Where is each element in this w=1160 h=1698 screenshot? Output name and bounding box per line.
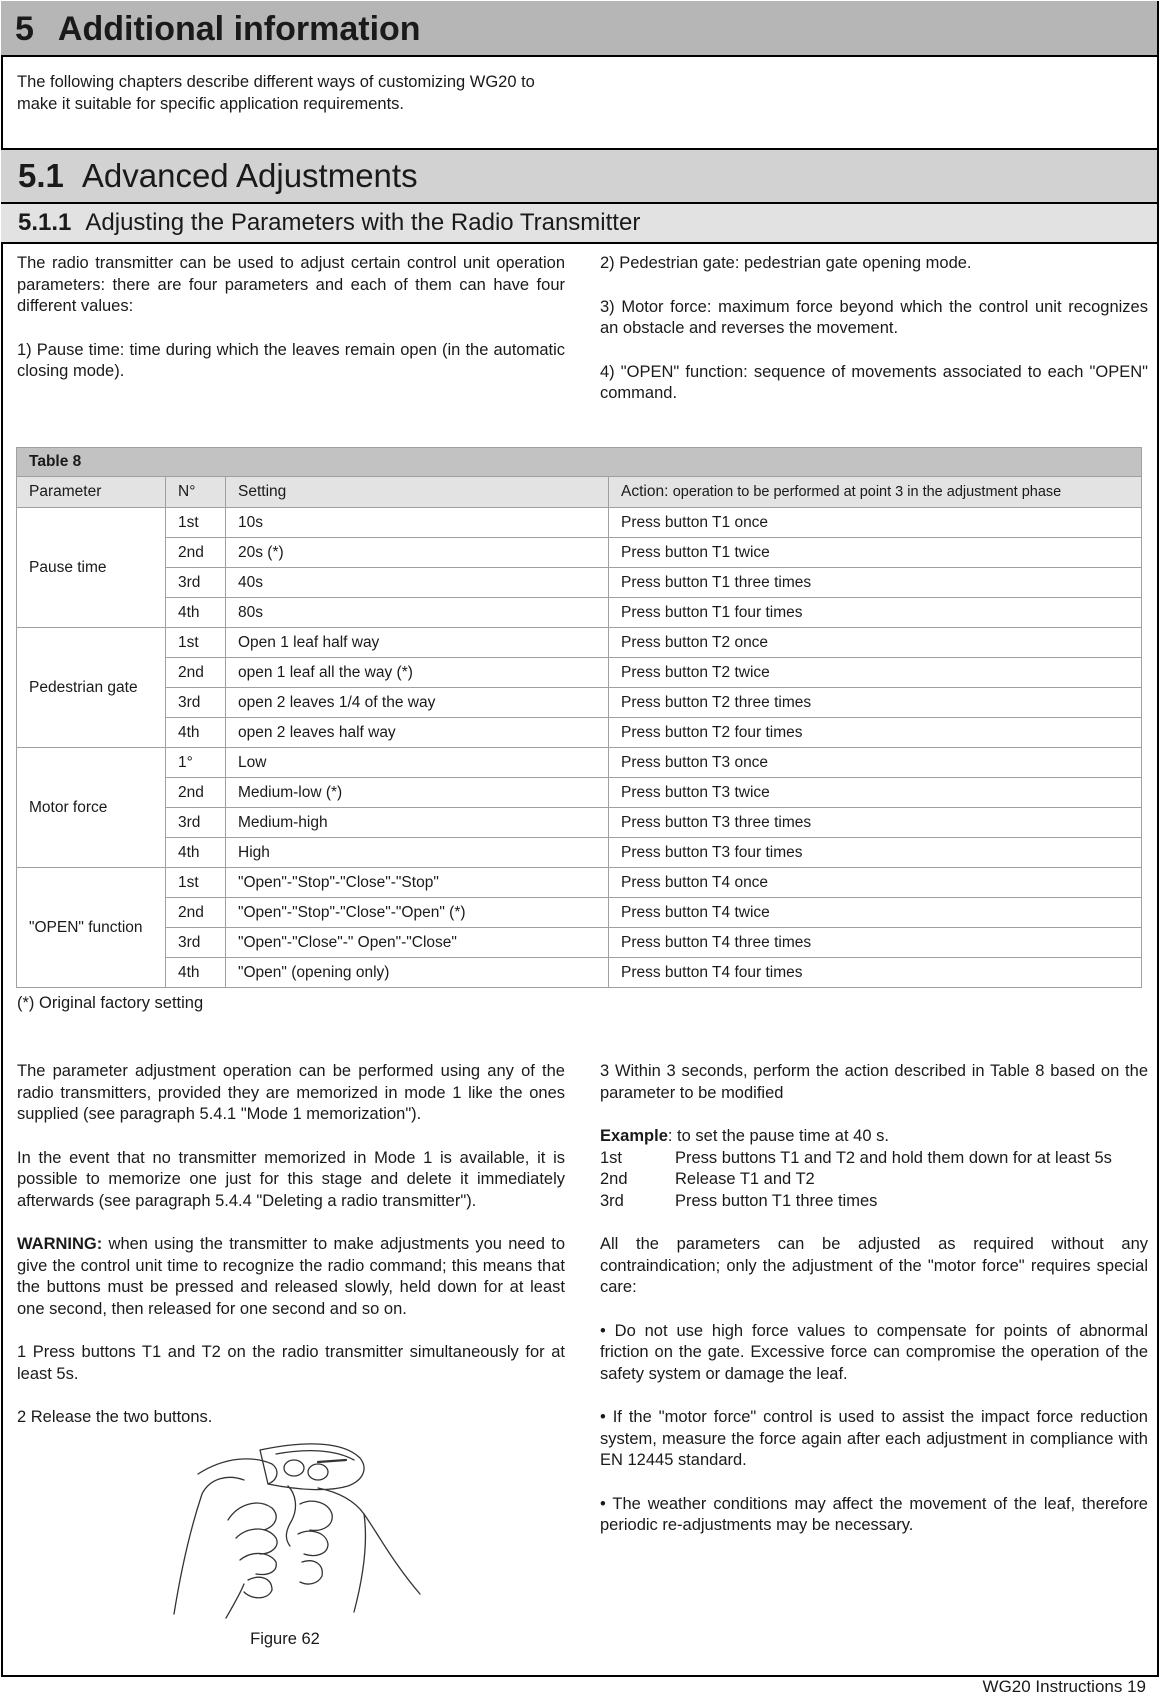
table-row — [17, 628, 1142, 658]
action-cell: Press button T1 three times — [609, 568, 1142, 598]
example-label: Example — [600, 1127, 668, 1145]
action-cell: Press button T4 four times — [609, 958, 1142, 988]
table-row — [17, 838, 1142, 868]
action-cell: Press button T2 twice — [609, 658, 1142, 688]
example-step-text: Press buttons T1 and T2 and hold them down for at least 5s — [675, 1148, 1112, 1167]
number-cell: 3rd — [166, 808, 226, 838]
setting-cell: 20s (*) — [226, 538, 609, 568]
subsubsection-heading — [1, 204, 1157, 244]
step: 3 Within 3 seconds, perform the action described in Table 8 based on the parameter to be modified — [600, 1062, 1148, 1102]
action-cell: Press button T2 once — [609, 628, 1142, 658]
number-cell: 4th — [166, 718, 226, 748]
example-step-number: 3rd — [600, 1191, 624, 1210]
section-title: Additional information — [57, 10, 421, 48]
step: 1 Press buttons T1 and T2 on the radio transmitter simultaneously for at least 5s. — [17, 1343, 565, 1383]
subsection-title: Advanced Adjustments — [81, 157, 418, 194]
paragraph: 2) Pedestrian gate: pedestrian gate opening mode. — [600, 254, 972, 272]
parameter-cell: "OPEN" function — [17, 868, 166, 988]
setting-cell: open 2 leaves half way — [226, 718, 609, 748]
setting-cell: 10s — [226, 508, 609, 538]
table-row — [17, 568, 1142, 598]
section-intro: The following chapters describe different ways of customizing WG20 to make it suitable for specific application requirements. — [17, 73, 535, 113]
number-cell: 4th — [166, 838, 226, 868]
table-row — [17, 658, 1142, 688]
number-cell: 3rd — [166, 688, 226, 718]
bullet-item: • The weather conditions may affect the movement of the leaf, therefore periodic re-adjustments may be necessary. — [600, 1494, 1148, 1534]
number-cell: 1° — [166, 748, 226, 778]
number-cell: 2nd — [166, 538, 226, 568]
number-cell: 4th — [166, 958, 226, 988]
action-header-label: Action: — [621, 483, 669, 500]
subsection-heading — [1, 148, 1157, 204]
number-cell: 1st — [166, 868, 226, 898]
setting-cell: "Open"-"Close"-" Open"-"Close" — [226, 928, 609, 958]
page-footer: WG20 Instructions 19 — [982, 1677, 1146, 1696]
paragraph: 4) "OPEN" function: sequence of movements associated to each "OPEN" command. — [600, 362, 1148, 402]
action-header-note: operation to be performed at point 3 in the adjustment phase — [672, 484, 1062, 500]
parameter-cell: Motor force — [17, 748, 166, 868]
setting-cell: open 2 leaves 1/4 of the way — [226, 688, 609, 718]
column-header — [609, 477, 1142, 508]
table-row — [17, 598, 1142, 628]
example-step — [600, 1148, 1148, 1170]
action-cell: Press button T3 four times — [609, 838, 1142, 868]
paragraph: All the parameters can be adjusted as required without any contraindication; only the adjustment of the "motor force" requires special care: — [600, 1235, 1148, 1296]
number-cell: 1st — [166, 628, 226, 658]
paragraph: In the event that no transmitter memorized in Mode 1 is available, it is possible to memorize one just for this stage and delete it immediately afterwards (see paragraph 5.4.4 "Deleting a radio transmitter"). — [17, 1148, 565, 1210]
setting-cell: "Open" (opening only) — [226, 958, 609, 988]
example-step — [600, 1191, 1148, 1213]
setting-cell: High — [226, 838, 609, 868]
table-note: (*) Original factory setting — [17, 994, 204, 1012]
action-cell: Press button T1 four times — [609, 598, 1142, 628]
action-cell: Press button T2 four times — [609, 718, 1142, 748]
column-header: Parameter — [17, 477, 166, 508]
table-row — [17, 688, 1142, 718]
example-step-number: 2nd — [600, 1170, 628, 1188]
bottom-right-column — [600, 1061, 1148, 1559]
number-cell: 1st — [166, 508, 226, 538]
table-8 — [16, 447, 1142, 988]
setting-cell: 80s — [226, 598, 609, 628]
figure-caption: Figure 62 — [250, 1630, 320, 1648]
example-step — [600, 1169, 1148, 1191]
setting-cell: open 1 leaf all the way (*) — [226, 658, 609, 688]
number-cell: 2nd — [166, 658, 226, 688]
parameter-cell: Pedestrian gate — [17, 628, 166, 748]
number-cell: 2nd — [166, 778, 226, 808]
warning-text: when using the transmitter to make adjustments you need to give the control unit time to recognize the radio command; this means that the buttons must be pressed and released slowly, held down for at least one second, then released for one second and so on. — [17, 1235, 565, 1318]
top-left-column — [17, 253, 565, 405]
step: 2 Release the two buttons. — [17, 1408, 213, 1426]
setting-cell: Low — [226, 748, 609, 778]
setting-cell: "Open"-"Stop"-"Close"-"Stop" — [226, 868, 609, 898]
section-number: 5 — [15, 10, 34, 48]
table-row — [17, 958, 1142, 988]
example-block — [600, 1126, 1148, 1212]
table-row — [17, 508, 1142, 538]
table-row — [17, 898, 1142, 928]
setting-cell: Medium-low (*) — [226, 778, 609, 808]
setting-cell: "Open"-"Stop"-"Close"-"Open" (*) — [226, 898, 609, 928]
table-caption: Table 8 — [17, 448, 1142, 477]
column-header: N° — [166, 477, 226, 508]
action-cell: Press button T3 twice — [609, 778, 1142, 808]
table-row — [17, 928, 1142, 958]
bottom-left-column — [17, 1061, 565, 1451]
example-intro — [600, 1126, 1148, 1148]
example-text: : to set the pause time at 40 s. — [667, 1127, 889, 1145]
parameter-cell: Pause time — [17, 508, 166, 628]
action-cell: Press button T3 three times — [609, 808, 1142, 838]
table-row — [17, 718, 1142, 748]
action-cell: Press button T2 three times — [609, 688, 1142, 718]
table-row — [17, 868, 1142, 898]
action-cell: Press button T1 once — [609, 508, 1142, 538]
number-cell: 4th — [166, 598, 226, 628]
example-step-number: 1st — [600, 1148, 623, 1167]
action-cell: Press button T4 once — [609, 868, 1142, 898]
section-heading — [1, 1, 1157, 57]
transmitter-hands-illustration — [168, 1434, 438, 1634]
subsection-number: 5.1 — [18, 157, 64, 194]
top-right-column — [600, 253, 1148, 427]
column-header: Setting — [226, 477, 609, 508]
subsubsection-number: 5.1.1 — [18, 209, 72, 236]
table-row — [17, 808, 1142, 838]
number-cell: 3rd — [166, 928, 226, 958]
number-cell: 2nd — [166, 898, 226, 928]
paragraph: 3) Motor force: maximum force beyond which the control unit recognizes an obstacle and reverses the movement. — [600, 297, 1148, 337]
example-step-text: Press button T1 three times — [675, 1191, 878, 1210]
number-cell: 3rd — [166, 568, 226, 598]
setting-cell: Medium-high — [226, 808, 609, 838]
example-step-text: Release T1 and T2 — [675, 1170, 815, 1188]
bullet-item: • If the "motor force" control is used to assist the impact force reduction system, measure the force again after each adjustment in compliance with EN 12445 standard. — [600, 1408, 1148, 1469]
table-row — [17, 538, 1142, 568]
warning-paragraph — [17, 1234, 565, 1320]
paragraph: The parameter adjustment operation can be performed using any of the radio transmitters, provided they are memorized in mode 1 like the ones supplied (see paragraph 5.4.1 "Mode 1 memorization"). — [17, 1062, 565, 1123]
paragraph: The radio transmitter can be used to adjust certain control unit operation parameters: there are four parameters and each of them can have four different values: — [17, 254, 565, 315]
action-cell: Press button T4 three times — [609, 928, 1142, 958]
action-cell: Press button T4 twice — [609, 898, 1142, 928]
bullet-item: • Do not use high force values to compensate for points of abnormal friction on the gate. Excessive force can compromise the operation of the safety system or damage the leaf. — [600, 1321, 1148, 1383]
table-row — [17, 748, 1142, 778]
setting-cell: 40s — [226, 568, 609, 598]
subsubsection-title: Adjusting the Parameters with the Radio Transmitter — [85, 209, 641, 236]
table-row — [17, 778, 1142, 808]
action-cell: Press button T3 once — [609, 748, 1142, 778]
action-cell: Press button T1 twice — [609, 538, 1142, 568]
setting-cell: Open 1 leaf half way — [226, 628, 609, 658]
paragraph: 1) Pause time: time during which the leaves remain open (in the automatic closing mode). — [17, 340, 565, 380]
warning-label: WARNING: — [17, 1235, 103, 1253]
